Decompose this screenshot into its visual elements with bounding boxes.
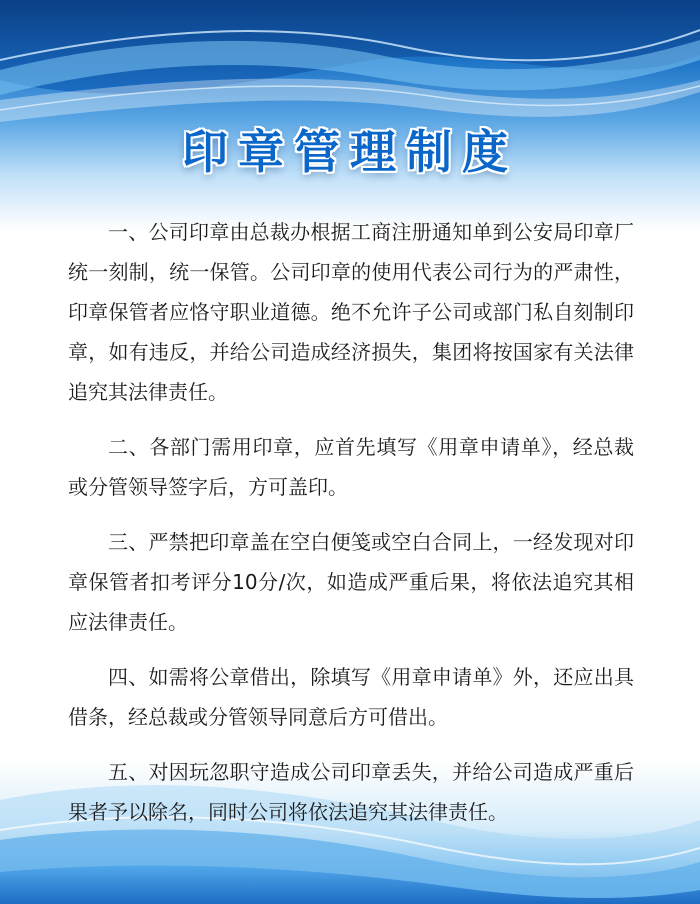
rule-paragraph-5: 五、对因玩忽职守造成公司印章丢失，并给公司造成严重后果者予以除名，同时公司将依法追究其法律责任。 <box>68 760 634 824</box>
page-title: 印章管理制度 <box>182 125 518 179</box>
rule-paragraph-2: 二、各部门需用印章，应首先填写《用章申请单》，经总裁或分管领导签字后，方可盖印。 <box>68 435 634 499</box>
rule-paragraph-4: 四、如需将公章借出，除填写《用章申请单》外，还应出具借条，经总裁或分管领导同意后方可借出。 <box>68 665 634 729</box>
rule-paragraph-1: 一、公司印章由总裁办根据工商注册通知单到公安局印章厂统一刻制，统一保管。公司印章的使用代表公司行为的严肃性，印章保管者应恪守职业道德。绝不允许子公司或部门私自刻制印章，如有违反，并给公司造成经济损失，集团将按国家有关法律追究其法律责任。 <box>68 220 634 404</box>
rules-body <box>68 212 634 847</box>
rule-paragraph-3: 三、严禁把印章盖在空白便笺或空白合同上，一经发现对印章保管者扣考评分10分/次，如造成严重后果，将依法追究其相应法律责任。 <box>68 530 634 634</box>
